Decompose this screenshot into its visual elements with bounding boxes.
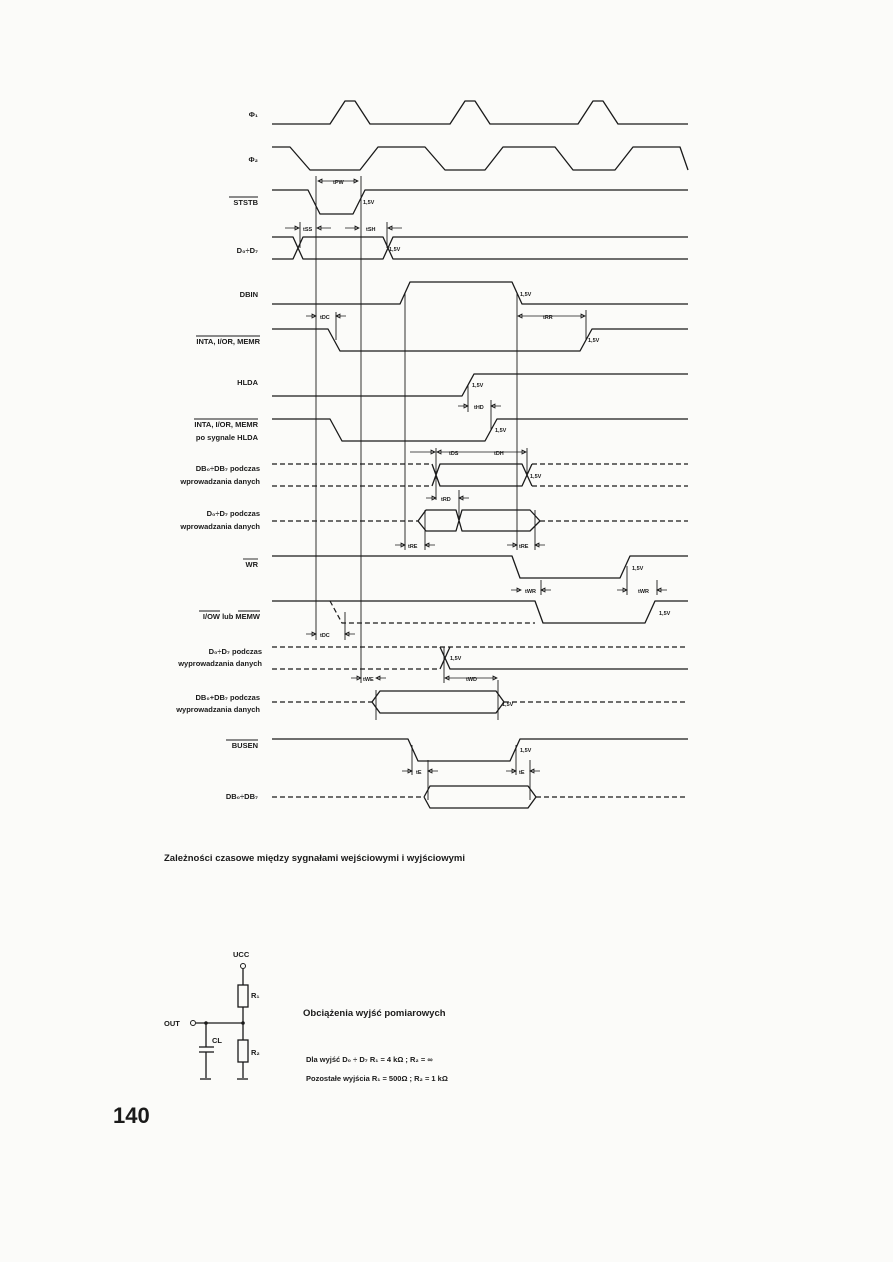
label-r2: R₂	[251, 1048, 260, 1057]
wave-busen	[272, 739, 688, 761]
resistor-r2	[238, 1040, 248, 1062]
label-phi2: Φ₂	[248, 155, 258, 164]
label-db-out-1: DB₀+DB₇ podczas	[195, 693, 260, 702]
timing-tsh: tSH	[366, 227, 376, 233]
voltage-dbin: 1,5V	[520, 292, 532, 298]
voltage-d-out: 1,5V	[450, 656, 462, 662]
timing-tdc-1: tDC	[320, 315, 330, 321]
label-db-out-2: wyprowadzania danych	[176, 705, 260, 714]
wave-phi2	[272, 147, 688, 170]
label-vcc: UCC	[233, 950, 250, 959]
timing-twd: tWD	[466, 677, 477, 683]
label-db0db7: DB₀÷DB₇	[225, 792, 258, 801]
voltage-iow: 1,5V	[659, 611, 671, 617]
wave-iow	[272, 601, 688, 623]
wave-d-in-valid	[418, 510, 540, 531]
load-title: Obciążenia wyjść pomiarowych	[303, 1008, 446, 1019]
label-wr: WR	[245, 560, 258, 569]
label-d-out-2: wyprowadzania danych	[178, 659, 262, 668]
label-db-in-2: wprowadzania danych	[180, 477, 260, 486]
wave-d0d7	[272, 237, 688, 259]
label-hlda: HLDA	[237, 378, 258, 387]
label-d-in-1: D₀÷D₇ podczas	[206, 509, 260, 518]
label-inta-hlda-1: INTA, I/OR, MEMR	[194, 420, 258, 429]
timing-tpw: tPW	[333, 180, 344, 186]
wave-phi1	[272, 101, 688, 124]
timing-te-2: tE	[519, 770, 525, 776]
timing-trr: tRR	[543, 315, 553, 321]
wave-ststb	[272, 190, 688, 214]
page-number: 140	[113, 1103, 150, 1128]
timing-tss: tSS	[303, 227, 313, 233]
voltage-db-in: 1,5V	[530, 474, 542, 480]
timing-tre-1: tRE	[408, 544, 418, 550]
wave-db-out-valid	[372, 691, 504, 713]
figure-caption: Zależności czasowe między sygnałami wejściowymi i wyjściowymi	[164, 853, 465, 864]
wave-d-out-valid	[440, 647, 688, 669]
timing-tdh: tDH	[494, 451, 504, 457]
timing-twr-1: tWR	[525, 589, 536, 595]
label-r1: R₁	[251, 991, 260, 1000]
timing-tdc-2: tDC	[320, 633, 330, 639]
voltage-wr: 1,5V	[632, 566, 644, 572]
label-d0d7: D₀÷D₇	[236, 246, 258, 255]
label-dbin: DBIN	[239, 290, 258, 299]
timing-tds: tDS	[449, 451, 459, 457]
voltage-db-out: 1,5V	[502, 702, 514, 708]
wave-dbin	[272, 282, 688, 304]
label-inta-hlda-2: po sygnale HLDA	[195, 433, 258, 442]
timing-trd: tRD	[441, 497, 451, 503]
timing-twe: tWE	[363, 677, 374, 683]
wave-db-in-dash	[272, 464, 688, 486]
wave-d-out-dash	[272, 647, 688, 669]
wave-db0db7-valid	[424, 786, 536, 808]
load-spec-line-1: Dla wyjść D₀ ÷ D₇ R₁ = 4 kΩ ; R₂ = ∞	[306, 1055, 433, 1064]
label-ststb: STSTB	[233, 198, 258, 207]
label-cl: CL	[212, 1036, 222, 1045]
voltage-ststb: 1,5V	[363, 200, 375, 206]
label-d-in-2: wprowadzania danych	[180, 522, 260, 531]
wave-inta-hlda	[272, 419, 688, 441]
wave-wr	[272, 556, 688, 578]
label-busen: BUSEN	[231, 741, 258, 750]
timing-te-1: tE	[416, 770, 422, 776]
timing-tre-2: tRE	[519, 544, 529, 550]
resistor-r1	[238, 985, 248, 1007]
label-iow-memw: I/OW lub MEMW	[202, 612, 260, 621]
voltage-hlda: 1,5V	[472, 383, 484, 389]
timing-twr-2: tWR	[638, 589, 649, 595]
label-out: OUT	[164, 1019, 180, 1028]
load-spec-line-2: Pozostałe wyjścia R₁ = 500Ω ; R₂ = 1 kΩ	[306, 1074, 448, 1083]
timing-thd: tHD	[474, 405, 484, 411]
label-db-in-1: DB₀÷DB₇ podczas	[195, 464, 260, 473]
label-inta-ior-memr: INTA, I/OR, MEMR	[196, 337, 260, 346]
voltage-busen: 1,5V	[520, 748, 532, 754]
label-phi1: Φ₁	[248, 110, 258, 119]
voltage-inta: 1,5V	[588, 338, 600, 344]
reference-lines	[300, 176, 657, 800]
voltage-d0d7: 1,5V	[389, 247, 401, 253]
voltage-inta-hlda: 1,5V	[495, 428, 507, 434]
load-circuit	[164, 950, 260, 1079]
label-d-out-1: D₀÷D₇ podczas	[208, 647, 262, 656]
timing-arrows	[285, 179, 667, 773]
wave-inta-ior-memr	[272, 329, 688, 351]
